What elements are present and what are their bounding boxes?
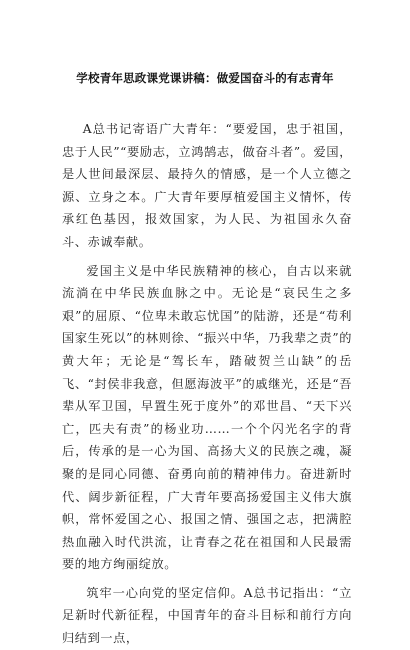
document-title: 学校青年思政课党课讲稿：做爱国奋斗的有志青年 bbox=[76, 71, 334, 85]
document-body bbox=[62, 118, 352, 650]
paragraph-2: 爱国主义是中华民族精神的核心，自古以来就流淌在中华民族血脉之中。无论是“哀民生之多艰”的屈原、“位卑未敢忘忧国”的陆游，还是“苟利国家生死以”的林则徐、“振兴中华，乃我辈之责”的黄大年；无论是“驾长车，踏破贺兰山缺”的岳飞、“封侯非我意，但愿海波平”的戚继光，还是“吾辈从军卫国，早置生死于度外”的邓世昌、“天下兴亡，匹夫有责”的杨业功……一个个闪光名字的背后，传承的是一心为国、高扬大义的民族之魂，凝聚的是同心同德、奋勇向前的精神伟力。奋进新时代、阔步新征程，广大青年要高扬爱国主义伟大旗帜，常怀爱国之心、报国之情、强国之志，把满腔热血融入时代洪流，让青春之花在祖国和人民最需要的地方绚丽绽放。 bbox=[62, 263, 352, 572]
paragraph-3: 筑牢一心向党的坚定信仰。A总书记指出：“立足新时代新征程，中国青年的奋斗目标和前行方向归结到一点， bbox=[62, 585, 352, 646]
paragraph-1: A总书记寄语广大青年：“要爱国，忠于祖国，忠于人民”“要励志，立鸿鹄志，做奋斗者”。爱国，是人世间最深层、最持久的情感，是一个人立德之源、立身之本。广大青年要厚植爱国主义情怀，传承红色基因，报效国家，为人民、为祖国永久奋斗、赤诚奉献。 bbox=[62, 122, 352, 249]
